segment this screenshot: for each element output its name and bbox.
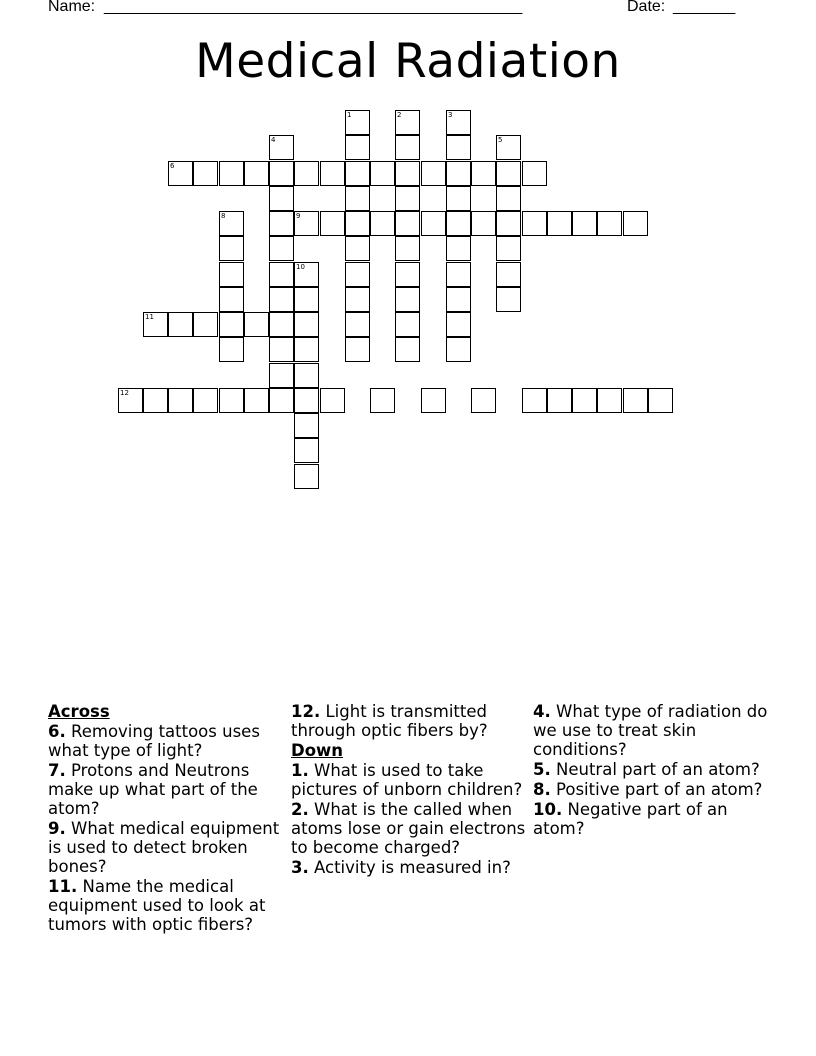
- crossword-cell[interactable]: [471, 211, 496, 236]
- crossword-cell[interactable]: [496, 262, 521, 287]
- across-clue: [48, 761, 284, 818]
- crossword-cell[interactable]: [269, 211, 294, 236]
- crossword-cell[interactable]: [623, 388, 648, 413]
- cell-number: 1: [347, 111, 352, 119]
- crossword-cell[interactable]: [219, 388, 244, 413]
- crossword-cell[interactable]: [269, 363, 294, 388]
- date-label: Date:: [627, 0, 666, 15]
- down-clue: [533, 760, 769, 779]
- crossword-grid: [0, 0, 816, 480]
- crossword-cell[interactable]: [547, 388, 572, 413]
- crossword-cell[interactable]: [193, 161, 218, 186]
- cell-number: 5: [498, 136, 503, 144]
- crossword-cell[interactable]: [446, 312, 471, 337]
- crossword-cell[interactable]: [345, 186, 370, 211]
- crossword-cell[interactable]: [421, 211, 446, 236]
- crossword-cell[interactable]: [269, 388, 294, 413]
- down-clue: [533, 780, 769, 799]
- crossword-cell[interactable]: [522, 211, 547, 236]
- down-clue: [533, 800, 769, 838]
- crossword-cell[interactable]: [320, 388, 345, 413]
- clue-number: 10.: [533, 800, 563, 819]
- crossword-cell[interactable]: [597, 388, 622, 413]
- clue-number: 7.: [48, 761, 66, 780]
- crossword-cell[interactable]: [597, 211, 622, 236]
- crossword-cell[interactable]: [395, 312, 420, 337]
- crossword-cell[interactable]: [143, 388, 168, 413]
- crossword-cell[interactable]: [320, 211, 345, 236]
- crossword-cell[interactable]: [345, 110, 370, 135]
- clue-number: 11.: [48, 877, 78, 896]
- crossword-cell[interactable]: [269, 312, 294, 337]
- across-clue: [48, 722, 284, 760]
- clue-text: What medical equipment is used to detect broken bones?: [48, 819, 280, 876]
- crossword-cell[interactable]: [446, 337, 471, 362]
- crossword-cell[interactable]: [345, 236, 370, 261]
- crossword-cell[interactable]: [244, 312, 269, 337]
- crossword-cell[interactable]: [421, 388, 446, 413]
- crossword-cell[interactable]: [294, 363, 319, 388]
- down-clue: [291, 761, 527, 799]
- crossword-cell[interactable]: [547, 211, 572, 236]
- crossword-cell[interactable]: [244, 388, 269, 413]
- crossword-cell[interactable]: [446, 161, 471, 186]
- cell-number: 10: [296, 263, 305, 271]
- crossword-cell[interactable]: [446, 110, 471, 135]
- down-clue: [291, 800, 527, 857]
- clue-text: Name the medical equipment used to look at tumors with optic fibers?: [48, 877, 266, 934]
- across-heading: Across: [48, 702, 110, 721]
- crossword-cell[interactable]: [269, 161, 294, 186]
- crossword-cell[interactable]: [395, 161, 420, 186]
- crossword-cell[interactable]: [269, 186, 294, 211]
- crossword-cell[interactable]: [168, 388, 193, 413]
- clue-text: Removing tattoos uses what type of light?: [48, 722, 260, 760]
- cell-number: 4: [271, 136, 276, 144]
- clue-column-3: [533, 702, 769, 839]
- crossword-cell[interactable]: [168, 161, 193, 186]
- crossword-cell[interactable]: [294, 464, 319, 489]
- crossword-cell[interactable]: [496, 186, 521, 211]
- crossword-cell[interactable]: [320, 161, 345, 186]
- crossword-cell[interactable]: [219, 262, 244, 287]
- page-title: Medical Radiation: [195, 34, 621, 89]
- clue-text: Neutral part of an atom?: [556, 760, 760, 779]
- crossword-cell[interactable]: [395, 186, 420, 211]
- crossword-cell[interactable]: [395, 135, 420, 160]
- crossword-cell[interactable]: [219, 211, 244, 236]
- cell-number: 8: [221, 212, 226, 220]
- crossword-cell[interactable]: [446, 236, 471, 261]
- clue-number: 2.: [291, 800, 309, 819]
- crossword-cell[interactable]: [572, 211, 597, 236]
- crossword-cell[interactable]: [219, 287, 244, 312]
- crossword-cell[interactable]: [345, 211, 370, 236]
- cell-number: 9: [296, 212, 301, 220]
- crossword-cell[interactable]: [294, 312, 319, 337]
- crossword-cell[interactable]: [395, 337, 420, 362]
- clue-column-1: [48, 702, 284, 935]
- crossword-cell[interactable]: [219, 312, 244, 337]
- crossword-cell[interactable]: [395, 211, 420, 236]
- across-clue: [48, 819, 284, 876]
- clue-text: Light is transmitted through optic fibers by?: [291, 702, 488, 740]
- clue-number: 6.: [48, 722, 66, 741]
- crossword-cell[interactable]: [572, 388, 597, 413]
- crossword-cell[interactable]: [193, 312, 218, 337]
- down-clue: [533, 702, 769, 759]
- crossword-cell[interactable]: [496, 211, 521, 236]
- crossword-cell[interactable]: [118, 388, 143, 413]
- crossword-cell[interactable]: [395, 287, 420, 312]
- crossword-cell[interactable]: [370, 211, 395, 236]
- crossword-cell[interactable]: [294, 337, 319, 362]
- crossword-cell[interactable]: [294, 287, 319, 312]
- crossword-cell[interactable]: [345, 337, 370, 362]
- clue-number: 12.: [291, 702, 321, 721]
- cell-number: 2: [397, 111, 402, 119]
- crossword-cell[interactable]: [496, 287, 521, 312]
- name-field[interactable]: _______________________________________________: [104, 0, 523, 15]
- crossword-cell[interactable]: [496, 161, 521, 186]
- crossword-cell[interactable]: [496, 135, 521, 160]
- down-clue: [291, 858, 527, 877]
- crossword-cell[interactable]: [446, 186, 471, 211]
- crossword-cell[interactable]: [269, 262, 294, 287]
- crossword-cell[interactable]: [219, 337, 244, 362]
- clue-number: 5.: [533, 760, 551, 779]
- crossword-cell[interactable]: [496, 236, 521, 261]
- crossword-cell[interactable]: [168, 312, 193, 337]
- clue-text: What type of radiation do we use to treat skin conditions?: [533, 702, 768, 759]
- crossword-cell[interactable]: [294, 388, 319, 413]
- date-field[interactable]: _______: [673, 0, 736, 15]
- crossword-cell[interactable]: [623, 211, 648, 236]
- across-clue: [291, 702, 527, 740]
- crossword-cell[interactable]: [395, 236, 420, 261]
- clue-column-2: [291, 702, 527, 878]
- cell-number: 6: [170, 162, 175, 170]
- crossword-cell[interactable]: [269, 135, 294, 160]
- cell-number: 11: [145, 313, 154, 321]
- down-heading: Down: [291, 741, 344, 760]
- crossword-cell[interactable]: [471, 388, 496, 413]
- clue-number: 4.: [533, 702, 551, 721]
- crossword-cell[interactable]: [370, 388, 395, 413]
- crossword-cell[interactable]: [648, 388, 673, 413]
- crossword-cell[interactable]: [294, 413, 319, 438]
- crossword-cell[interactable]: [446, 287, 471, 312]
- crossword-cell[interactable]: [522, 161, 547, 186]
- clue-number: 9.: [48, 819, 66, 838]
- clue-text: Negative part of an atom?: [533, 800, 728, 838]
- crossword-cell[interactable]: [522, 388, 547, 413]
- clue-number: 8.: [533, 780, 551, 799]
- crossword-cell[interactable]: [143, 312, 168, 337]
- clue-number: 1.: [291, 761, 309, 780]
- crossword-cell[interactable]: [193, 388, 218, 413]
- crossword-cell[interactable]: [446, 262, 471, 287]
- crossword-cell[interactable]: [446, 135, 471, 160]
- crossword-cell[interactable]: [395, 110, 420, 135]
- crossword-cell[interactable]: [294, 211, 319, 236]
- clue-text: Activity is measured in?: [314, 858, 511, 877]
- clue-text: Positive part of an atom?: [556, 780, 763, 799]
- crossword-cell[interactable]: [421, 161, 446, 186]
- clue-text: What is the called when atoms lose or gain electrons to become charged?: [291, 800, 526, 857]
- crossword-cell[interactable]: [269, 236, 294, 261]
- crossword-cell[interactable]: [269, 287, 294, 312]
- crossword-cell[interactable]: [219, 161, 244, 186]
- crossword-cell[interactable]: [345, 287, 370, 312]
- clue-text: Protons and Neutrons make up what part of the atom?: [48, 761, 258, 818]
- crossword-cell[interactable]: [395, 262, 420, 287]
- crossword-cell[interactable]: [294, 262, 319, 287]
- crossword-cell[interactable]: [294, 161, 319, 186]
- crossword-cell[interactable]: [219, 236, 244, 261]
- crossword-cell[interactable]: [446, 211, 471, 236]
- crossword-cell[interactable]: [345, 161, 370, 186]
- crossword-cell[interactable]: [345, 135, 370, 160]
- crossword-cell[interactable]: [269, 337, 294, 362]
- crossword-cell[interactable]: [471, 161, 496, 186]
- crossword-cell[interactable]: [345, 312, 370, 337]
- crossword-cell[interactable]: [294, 438, 319, 463]
- cell-number: 12: [120, 389, 129, 397]
- across-clue: [48, 877, 284, 934]
- clue-number: 3.: [291, 858, 309, 877]
- cell-number: 3: [448, 111, 453, 119]
- crossword-cell[interactable]: [370, 161, 395, 186]
- name-label: Name:: [48, 0, 96, 15]
- crossword-cell[interactable]: [244, 161, 269, 186]
- clue-text: What is used to take pictures of unborn children?: [291, 761, 523, 799]
- crossword-cell[interactable]: [345, 262, 370, 287]
